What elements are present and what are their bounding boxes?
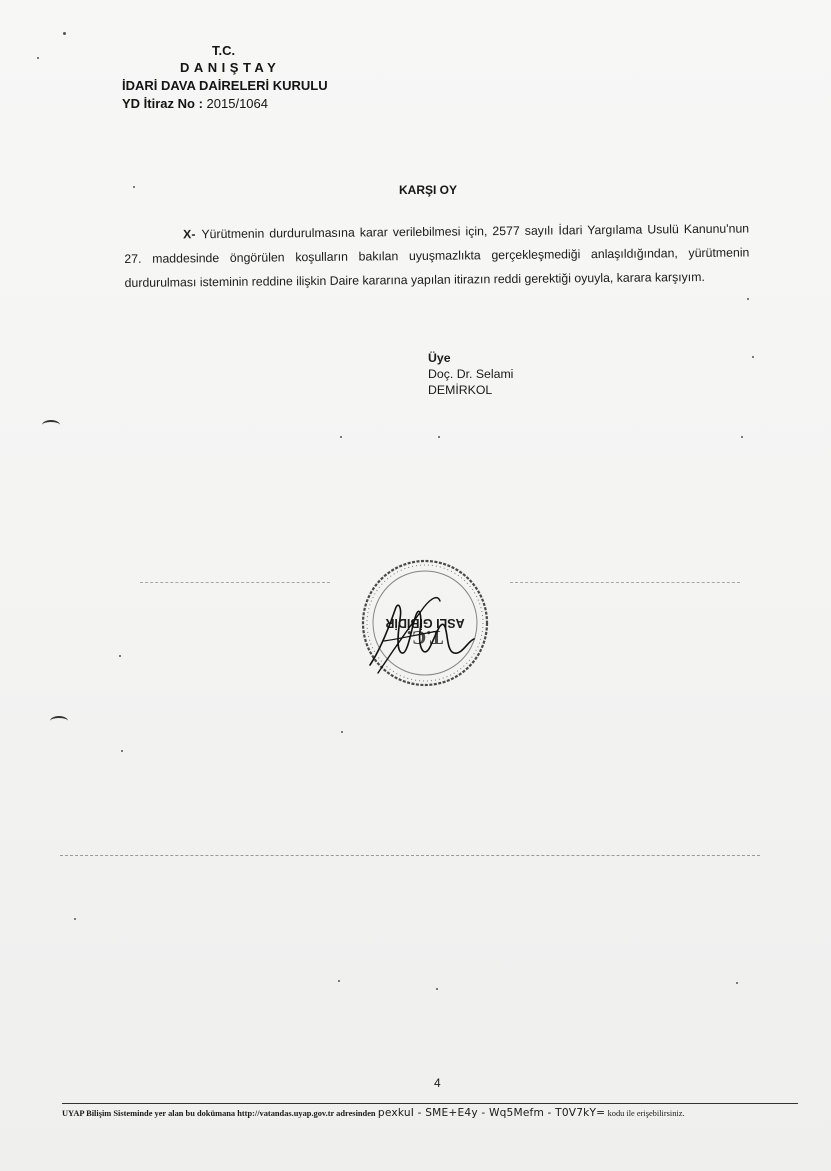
scan-speck bbox=[119, 655, 121, 657]
scan-speck bbox=[436, 988, 438, 990]
scan-dashed-line bbox=[140, 582, 330, 583]
footer-rule bbox=[62, 1103, 798, 1104]
hole-punch-mark bbox=[50, 716, 68, 726]
uyap-footer bbox=[62, 1107, 802, 1119]
footer-suffix: kodu ile erişebilirsiniz. bbox=[607, 1109, 685, 1118]
hole-punch-mark bbox=[42, 420, 60, 430]
scan-speck bbox=[338, 980, 340, 982]
scan-speck bbox=[736, 982, 738, 984]
dissent-text: Yürütmenin durdurulmasına karar verilebilmesi için, 2577 sayılı İdari Yargılama Usulü Kanunu'nun 27. maddesinde öngörülen koşulların bakılan uyuşmazlıkta gerçekleşmediği anlaşıldığından, yürütmenin durdurulması isteminin reddine ilişkin Daire kararına yapılan itirazın reddi gerektiği oyuyla, karara karşıyım. bbox=[124, 221, 750, 290]
objection-label: YD İtiraz No : bbox=[122, 96, 203, 111]
header-board: İDARİ DAVA DAİRELERİ KURULU bbox=[122, 78, 328, 93]
scan-speck bbox=[438, 436, 440, 438]
header-objection bbox=[122, 96, 268, 111]
scan-speck bbox=[341, 731, 343, 733]
scan-dashed-line bbox=[510, 582, 740, 583]
scan-speck bbox=[741, 436, 743, 438]
objection-number: 2015/1064 bbox=[206, 96, 268, 111]
header-court: DANIŞTAY bbox=[180, 60, 281, 75]
page-number: 4 bbox=[434, 1076, 441, 1090]
paragraph-lead: X- bbox=[183, 227, 196, 242]
scan-speck bbox=[63, 32, 66, 35]
footer-access-code: pexkuI - SME+E4y - Wq5Mefm - T0V7kY= bbox=[377, 1107, 606, 1119]
signer-name: Doç. Dr. Selami bbox=[428, 367, 514, 381]
header-tc: T.C. bbox=[212, 43, 236, 58]
dissent-body bbox=[124, 216, 750, 295]
scan-speck bbox=[747, 298, 749, 300]
document-title: KARŞI OY bbox=[399, 183, 458, 197]
scan-speck bbox=[133, 186, 135, 188]
scan-speck bbox=[37, 57, 39, 59]
footer-prefix: UYAP Bilişim Sisteminde yer alan bu dokümana http://vatandas.uyap.gov.tr adresinden bbox=[62, 1109, 376, 1118]
scan-dashed-line bbox=[60, 855, 760, 856]
scan-speck bbox=[121, 750, 123, 752]
signature-block bbox=[428, 350, 513, 398]
signer-role: Üye bbox=[428, 351, 451, 365]
signer-surname: DEMİRKOL bbox=[428, 383, 493, 397]
official-stamp bbox=[350, 555, 500, 695]
scan-speck bbox=[74, 918, 76, 920]
stamp-center-text: T.C. bbox=[406, 626, 444, 648]
scan-speck bbox=[340, 436, 342, 438]
stamp-band-text: ASLI GİBİDİR bbox=[385, 616, 465, 630]
stamp-graphic bbox=[350, 555, 500, 695]
scan-speck bbox=[752, 356, 754, 358]
